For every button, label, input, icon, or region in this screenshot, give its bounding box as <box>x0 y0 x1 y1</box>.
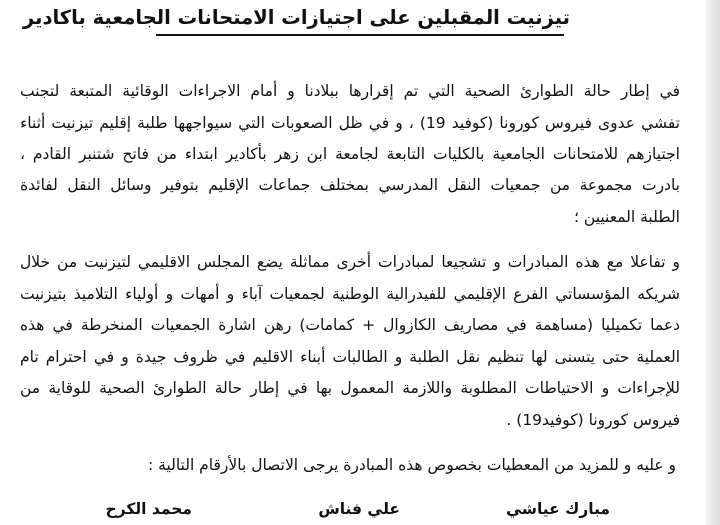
paragraph-1-line-2: تفشي عدوى فيروس كورونا (كوفيد 19) ، و في ظل الصعوبات التي سيواجهها طلبة إقليم تيزنيت أثناء <box>20 114 680 132</box>
paragraph-2-line-5: للإجراءات و الاحتياطات المطلوبة واللازمة المعمول بها في إطار حالة الطوارئ الصحية للوقاية من <box>20 379 680 397</box>
paragraph-1-line-3: اجتيازهم للامتحانات الجامعية بالكليات التابعة لجامعة ابن زهر بأكادير ابتداء من فاتح شتنبر القادم ، <box>20 145 680 163</box>
document-title: تيزنيت المقبلين على اجتيازات الامتحانات الجامعية باكادير <box>23 6 570 29</box>
paragraph-1-line-5: الطلبة المعنيين ؛ <box>574 208 680 226</box>
title-underline <box>156 34 564 36</box>
signatories-row <box>0 500 720 525</box>
paragraph-1-line-1: في إطار حالة الطوارئ الصحية التي تم إقرارها ببلادنا و أمام الاجراءات الوقائية المتبعة لتجنب <box>20 82 680 100</box>
signatory-1: مبارك عياشي <box>506 500 610 518</box>
signatory-3: محمد الكرح <box>105 500 192 518</box>
paragraph-3-line-1: و عليه و للمزيد من المعطيات بخصوص هذه المبادرة يرجى الاتصال بالأرقام التالية : <box>147 456 676 474</box>
paragraph-2-line-2: شريكه المؤسساتي الفرع الإقليمي للفيدرالية الوطنية لجمعيات آباء و أمهات و أولياء التلاميذ بتيزنيت <box>20 285 680 303</box>
paragraph-2-line-3: دعما تكميليا (مساهمة في مصاريف الكازوال + كمامات) رهن اشارة الجمعيات المنخرطة في هذه <box>20 316 680 334</box>
paragraph-2-line-4: العملية حتى يتسنى لها تنظيم نقل الطلبة و الطالبات أبناء الاقليم في ظروف جيدة و في احترام تام <box>20 348 680 366</box>
page-edge-shadow <box>706 0 720 525</box>
paragraph-1-line-4: بادرت مجموعة من جمعيات النقل المدرسي بمختلف جماعات الإقليم بتوفير وسائل النقل لفائدة <box>20 176 680 194</box>
paragraph-2-line-6: فيروس كورونا (كوفيد19) . <box>506 411 680 429</box>
signatory-2: علي فناش <box>318 500 400 518</box>
paragraph-2-line-1: و تفاعلا مع هذه المبادرات و تشجيعا لمبادرات أخرى مماثلة يضع المجلس الاقليمي لتيزنيت من خلال <box>20 253 680 271</box>
